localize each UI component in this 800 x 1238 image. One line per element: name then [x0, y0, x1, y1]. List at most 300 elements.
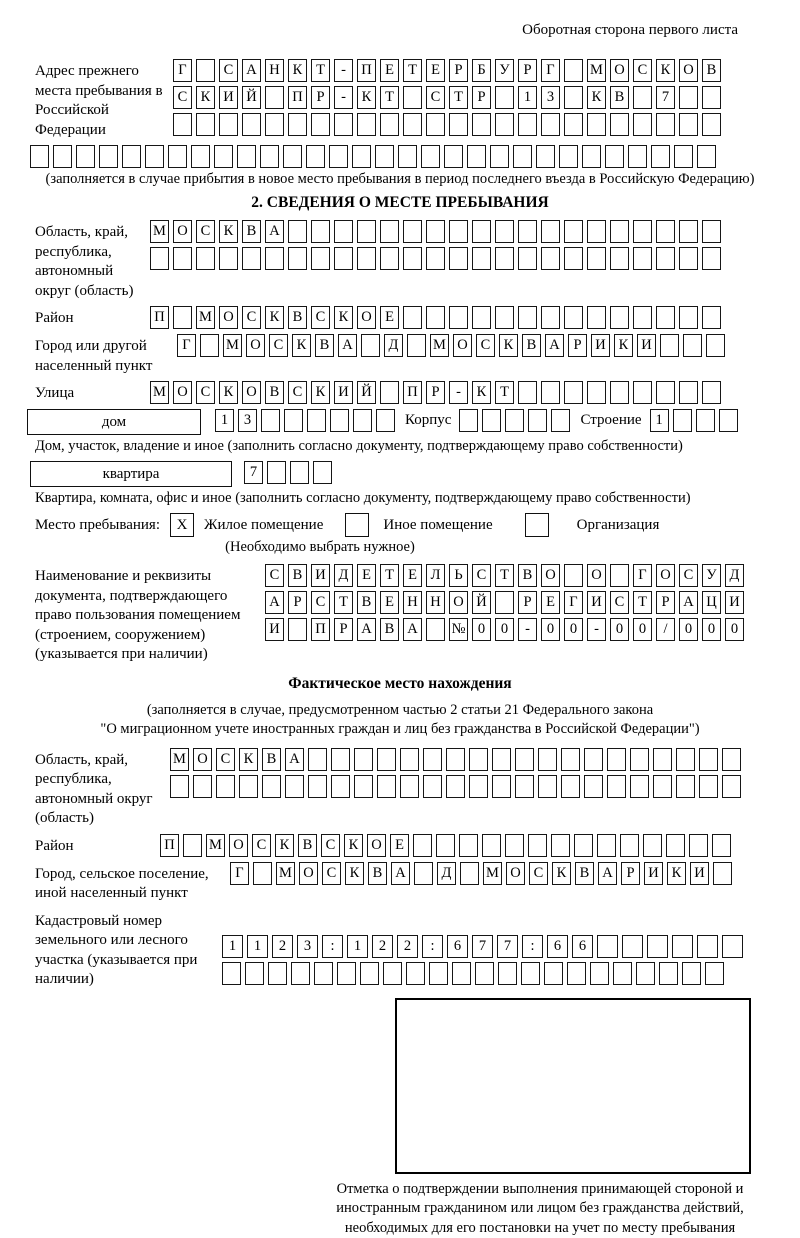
char-cell[interactable] [290, 461, 309, 484]
char-cell[interactable] [214, 145, 233, 168]
char-cell[interactable] [380, 113, 399, 136]
char-cell[interactable]: Б [472, 59, 491, 82]
char-cell[interactable]: К [265, 306, 284, 329]
char-cell[interactable]: О [453, 334, 472, 357]
char-cell[interactable]: 0 [472, 618, 491, 641]
char-cell[interactable]: В [610, 86, 629, 109]
char-cell[interactable] [538, 775, 557, 798]
char-cell[interactable] [567, 962, 586, 985]
char-cell[interactable] [414, 862, 433, 885]
char-cell[interactable] [689, 834, 708, 857]
char-cell[interactable] [587, 247, 606, 270]
char-cell[interactable] [660, 334, 679, 357]
char-cell[interactable]: Е [390, 834, 409, 857]
char-cell[interactable]: П [357, 59, 376, 82]
char-cell[interactable] [564, 59, 583, 82]
char-cell[interactable] [307, 409, 326, 432]
char-cell[interactable] [449, 220, 468, 243]
char-cell[interactable] [283, 145, 302, 168]
char-cell[interactable] [498, 962, 517, 985]
char-cell[interactable] [699, 775, 718, 798]
char-cell[interactable] [331, 748, 350, 771]
char-cell[interactable] [145, 145, 164, 168]
char-cell[interactable]: И [725, 591, 744, 614]
char-cell[interactable]: В [315, 334, 334, 357]
char-cell[interactable] [30, 145, 49, 168]
char-cell[interactable]: М [223, 334, 242, 357]
prev-address-grid-row-2[interactable] [173, 86, 721, 109]
char-cell[interactable]: В [518, 564, 537, 587]
char-cell[interactable]: О [587, 564, 606, 587]
char-cell[interactable] [582, 145, 601, 168]
char-cell[interactable] [647, 935, 668, 958]
char-cell[interactable] [674, 145, 693, 168]
char-cell[interactable] [528, 834, 547, 857]
city2-grid-row[interactable] [230, 862, 732, 885]
char-cell[interactable] [459, 409, 478, 432]
char-cell[interactable]: О [173, 381, 192, 404]
char-cell[interactable]: Е [426, 59, 445, 82]
char-cell[interactable] [482, 834, 501, 857]
char-cell[interactable] [334, 247, 353, 270]
char-cell[interactable] [122, 145, 141, 168]
char-cell[interactable]: В [368, 862, 387, 885]
char-cell[interactable] [329, 145, 348, 168]
char-cell[interactable] [610, 564, 629, 587]
char-cell[interactable]: С [321, 834, 340, 857]
char-cell[interactable] [196, 247, 215, 270]
char-cell[interactable] [722, 748, 741, 771]
char-cell[interactable] [656, 113, 675, 136]
char-cell[interactable]: : [522, 935, 543, 958]
char-cell[interactable]: У [702, 564, 721, 587]
char-cell[interactable] [400, 775, 419, 798]
char-cell[interactable] [559, 145, 578, 168]
char-cell[interactable] [633, 86, 652, 109]
char-cell[interactable] [361, 334, 380, 357]
char-cell[interactable]: Е [357, 564, 376, 587]
char-cell[interactable] [597, 834, 616, 857]
char-cell[interactable] [679, 220, 698, 243]
char-cell[interactable]: 1 [222, 935, 243, 958]
char-cell[interactable] [610, 381, 629, 404]
char-cell[interactable]: П [288, 86, 307, 109]
char-cell[interactable] [651, 145, 670, 168]
char-cell[interactable]: - [334, 86, 353, 109]
char-cell[interactable]: М [150, 220, 169, 243]
char-cell[interactable]: № [449, 618, 468, 641]
char-cell[interactable]: Ь [449, 564, 468, 587]
char-cell[interactable] [313, 461, 332, 484]
char-cell[interactable] [421, 145, 440, 168]
char-cell[interactable]: Р [621, 862, 640, 885]
char-cell[interactable]: Т [403, 59, 422, 82]
char-cell[interactable]: Е [541, 591, 560, 614]
korpus-grid[interactable] [459, 409, 570, 432]
char-cell[interactable]: И [311, 564, 330, 587]
char-cell[interactable]: О [506, 862, 525, 885]
char-cell[interactable]: А [403, 618, 422, 641]
char-cell[interactable] [242, 247, 261, 270]
char-cell[interactable]: 2 [397, 935, 418, 958]
char-cell[interactable] [699, 748, 718, 771]
char-cell[interactable]: Й [242, 86, 261, 109]
char-cell[interactable]: О [541, 564, 560, 587]
char-cell[interactable]: 7 [244, 461, 263, 484]
char-cell[interactable] [173, 247, 192, 270]
char-cell[interactable]: П [403, 381, 422, 404]
char-cell[interactable]: А [545, 334, 564, 357]
char-cell[interactable] [288, 618, 307, 641]
char-cell[interactable]: С [472, 564, 491, 587]
char-cell[interactable] [311, 113, 330, 136]
char-cell[interactable] [469, 775, 488, 798]
char-cell[interactable] [505, 409, 524, 432]
char-cell[interactable] [587, 220, 606, 243]
char-cell[interactable]: П [160, 834, 179, 857]
char-cell[interactable] [200, 334, 219, 357]
char-cell[interactable] [702, 220, 721, 243]
checkbox-residential[interactable]: X [170, 513, 194, 537]
char-cell[interactable]: А [391, 862, 410, 885]
char-cell[interactable] [656, 220, 675, 243]
char-cell[interactable] [697, 935, 718, 958]
document-grid-row-3[interactable] [265, 618, 744, 641]
char-cell[interactable] [702, 306, 721, 329]
char-cell[interactable] [518, 381, 537, 404]
char-cell[interactable] [587, 381, 606, 404]
char-cell[interactable]: И [265, 618, 284, 641]
char-cell[interactable]: Ц [702, 591, 721, 614]
char-cell[interactable]: О [357, 306, 376, 329]
char-cell[interactable]: Й [472, 591, 491, 614]
char-cell[interactable]: К [292, 334, 311, 357]
char-cell[interactable] [551, 409, 570, 432]
char-cell[interactable]: Н [265, 59, 284, 82]
char-cell[interactable] [584, 748, 603, 771]
char-cell[interactable] [191, 145, 210, 168]
char-cell[interactable] [196, 59, 215, 82]
char-cell[interactable] [284, 409, 303, 432]
char-cell[interactable] [597, 935, 618, 958]
char-cell[interactable] [679, 113, 698, 136]
char-cell[interactable]: / [656, 618, 675, 641]
char-cell[interactable] [633, 381, 652, 404]
char-cell[interactable] [541, 306, 560, 329]
char-cell[interactable]: К [357, 86, 376, 109]
char-cell[interactable] [469, 748, 488, 771]
char-cell[interactable]: У [495, 59, 514, 82]
char-cell[interactable] [331, 775, 350, 798]
char-cell[interactable] [285, 775, 304, 798]
char-cell[interactable]: К [219, 381, 238, 404]
char-cell[interactable] [383, 962, 402, 985]
char-cell[interactable]: В [288, 564, 307, 587]
char-cell[interactable] [521, 962, 540, 985]
char-cell[interactable]: Т [334, 591, 353, 614]
char-cell[interactable]: 2 [372, 935, 393, 958]
char-cell[interactable] [679, 306, 698, 329]
char-cell[interactable]: 0 [633, 618, 652, 641]
char-cell[interactable]: А [338, 334, 357, 357]
char-cell[interactable] [561, 775, 580, 798]
char-cell[interactable] [541, 113, 560, 136]
char-cell[interactable]: С [426, 86, 445, 109]
char-cell[interactable]: С [288, 381, 307, 404]
char-cell[interactable]: К [239, 748, 258, 771]
char-cell[interactable] [459, 834, 478, 857]
char-cell[interactable]: К [344, 834, 363, 857]
char-cell[interactable] [267, 461, 286, 484]
char-cell[interactable]: 0 [725, 618, 744, 641]
char-cell[interactable] [403, 220, 422, 243]
char-cell[interactable] [330, 409, 349, 432]
char-cell[interactable] [170, 775, 189, 798]
char-cell[interactable] [564, 113, 583, 136]
char-cell[interactable] [564, 247, 583, 270]
char-cell[interactable] [449, 247, 468, 270]
char-cell[interactable]: И [644, 862, 663, 885]
char-cell[interactable] [398, 145, 417, 168]
char-cell[interactable] [705, 962, 724, 985]
char-cell[interactable]: И [334, 381, 353, 404]
char-cell[interactable] [353, 409, 372, 432]
char-cell[interactable] [291, 962, 310, 985]
char-cell[interactable] [357, 113, 376, 136]
char-cell[interactable] [630, 775, 649, 798]
char-cell[interactable]: К [275, 834, 294, 857]
char-cell[interactable]: Р [656, 591, 675, 614]
char-cell[interactable] [482, 409, 501, 432]
char-cell[interactable] [403, 306, 422, 329]
char-cell[interactable]: М [430, 334, 449, 357]
char-cell[interactable]: И [690, 862, 709, 885]
char-cell[interactable]: Р [426, 381, 445, 404]
region-grid-row-1[interactable] [150, 220, 721, 243]
char-cell[interactable] [472, 247, 491, 270]
char-cell[interactable]: С [529, 862, 548, 885]
char-cell[interactable]: Г [230, 862, 249, 885]
char-cell[interactable] [561, 748, 580, 771]
char-cell[interactable] [630, 748, 649, 771]
char-cell[interactable] [518, 247, 537, 270]
char-cell[interactable] [423, 775, 442, 798]
char-cell[interactable] [196, 113, 215, 136]
char-cell[interactable] [406, 962, 425, 985]
char-cell[interactable] [449, 113, 468, 136]
char-cell[interactable] [268, 962, 287, 985]
char-cell[interactable]: Д [334, 564, 353, 587]
char-cell[interactable]: В [522, 334, 541, 357]
char-cell[interactable] [564, 220, 583, 243]
char-cell[interactable] [620, 834, 639, 857]
char-cell[interactable] [380, 220, 399, 243]
char-cell[interactable]: Е [403, 564, 422, 587]
char-cell[interactable] [495, 86, 514, 109]
char-cell[interactable] [375, 145, 394, 168]
char-cell[interactable]: К [345, 862, 364, 885]
char-cell[interactable]: В [262, 748, 281, 771]
document-grid-row-2[interactable] [265, 591, 744, 614]
char-cell[interactable] [288, 247, 307, 270]
char-cell[interactable] [288, 220, 307, 243]
char-cell[interactable] [426, 247, 445, 270]
stroenie-grid[interactable] [650, 409, 738, 432]
char-cell[interactable] [337, 962, 356, 985]
char-cell[interactable] [444, 145, 463, 168]
char-cell[interactable]: 1 [247, 935, 268, 958]
char-cell[interactable]: Л [426, 564, 445, 587]
char-cell[interactable]: М [170, 748, 189, 771]
char-cell[interactable] [633, 247, 652, 270]
char-cell[interactable] [702, 113, 721, 136]
char-cell[interactable]: К [288, 59, 307, 82]
char-cell[interactable]: А [679, 591, 698, 614]
char-cell[interactable] [551, 834, 570, 857]
char-cell[interactable]: Т [495, 564, 514, 587]
char-cell[interactable] [426, 220, 445, 243]
char-cell[interactable] [495, 113, 514, 136]
checkbox-organization[interactable] [525, 513, 549, 537]
char-cell[interactable] [216, 775, 235, 798]
char-cell[interactable]: С [196, 220, 215, 243]
char-cell[interactable]: О [449, 591, 468, 614]
char-cell[interactable]: К [219, 220, 238, 243]
char-cell[interactable]: М [206, 834, 225, 857]
char-cell[interactable] [334, 220, 353, 243]
char-cell[interactable]: К [311, 381, 330, 404]
char-cell[interactable] [377, 775, 396, 798]
char-cell[interactable]: К [667, 862, 686, 885]
char-cell[interactable]: С [216, 748, 235, 771]
char-cell[interactable]: М [276, 862, 295, 885]
char-cell[interactable]: Е [380, 59, 399, 82]
char-cell[interactable] [446, 775, 465, 798]
char-cell[interactable] [541, 220, 560, 243]
char-cell[interactable] [683, 334, 702, 357]
char-cell[interactable]: 6 [572, 935, 593, 958]
char-cell[interactable]: М [196, 306, 215, 329]
char-cell[interactable] [628, 145, 647, 168]
char-cell[interactable]: А [598, 862, 617, 885]
char-cell[interactable]: И [587, 591, 606, 614]
char-cell[interactable] [193, 775, 212, 798]
char-cell[interactable]: Т [311, 59, 330, 82]
char-cell[interactable] [173, 113, 192, 136]
char-cell[interactable]: Т [380, 86, 399, 109]
apartment-grid[interactable] [244, 461, 332, 484]
char-cell[interactable] [515, 775, 534, 798]
char-cell[interactable]: В [298, 834, 317, 857]
char-cell[interactable] [587, 113, 606, 136]
char-cell[interactable] [400, 748, 419, 771]
char-cell[interactable]: К [499, 334, 518, 357]
char-cell[interactable] [610, 306, 629, 329]
char-cell[interactable] [679, 381, 698, 404]
char-cell[interactable] [584, 775, 603, 798]
char-cell[interactable] [308, 748, 327, 771]
char-cell[interactable]: Г [177, 334, 196, 357]
char-cell[interactable] [265, 86, 284, 109]
char-cell[interactable]: : [422, 935, 443, 958]
char-cell[interactable]: К [656, 59, 675, 82]
char-cell[interactable] [352, 145, 371, 168]
char-cell[interactable] [633, 220, 652, 243]
char-cell[interactable] [679, 247, 698, 270]
char-cell[interactable]: С [242, 306, 261, 329]
char-cell[interactable] [544, 962, 563, 985]
char-cell[interactable] [518, 113, 537, 136]
char-cell[interactable] [713, 862, 732, 885]
char-cell[interactable]: Т [449, 86, 468, 109]
char-cell[interactable]: О [219, 306, 238, 329]
prev-address-grid-row-3[interactable] [173, 113, 721, 136]
char-cell[interactable]: О [299, 862, 318, 885]
char-cell[interactable]: О [246, 334, 265, 357]
char-cell[interactable]: А [357, 618, 376, 641]
char-cell[interactable]: Р [472, 86, 491, 109]
char-cell[interactable]: О [242, 381, 261, 404]
char-cell[interactable] [607, 775, 626, 798]
char-cell[interactable]: Н [426, 591, 445, 614]
char-cell[interactable]: А [265, 220, 284, 243]
char-cell[interactable] [656, 306, 675, 329]
char-cell[interactable] [682, 962, 701, 985]
char-cell[interactable] [633, 113, 652, 136]
char-cell[interactable]: С [219, 59, 238, 82]
char-cell[interactable] [53, 145, 72, 168]
house-grid[interactable] [215, 409, 395, 432]
char-cell[interactable]: М [483, 862, 502, 885]
prev-address-grid-row-1[interactable] [173, 59, 721, 82]
char-cell[interactable] [265, 113, 284, 136]
char-cell[interactable] [538, 748, 557, 771]
char-cell[interactable] [564, 86, 583, 109]
char-cell[interactable] [426, 113, 445, 136]
char-cell[interactable]: А [242, 59, 261, 82]
char-cell[interactable] [219, 247, 238, 270]
char-cell[interactable] [518, 220, 537, 243]
district-grid-row[interactable] [150, 306, 721, 329]
char-cell[interactable] [702, 86, 721, 109]
char-cell[interactable] [513, 145, 532, 168]
char-cell[interactable] [262, 775, 281, 798]
char-cell[interactable] [702, 247, 721, 270]
char-cell[interactable]: Р [334, 618, 353, 641]
char-cell[interactable] [403, 86, 422, 109]
char-cell[interactable]: С [322, 862, 341, 885]
char-cell[interactable] [460, 862, 479, 885]
char-cell[interactable]: М [587, 59, 606, 82]
char-cell[interactable]: С [265, 564, 284, 587]
char-cell[interactable]: 7 [472, 935, 493, 958]
region2-grid-row-2[interactable] [170, 775, 741, 798]
char-cell[interactable]: 7 [656, 86, 675, 109]
char-cell[interactable] [590, 962, 609, 985]
char-cell[interactable] [656, 381, 675, 404]
char-cell[interactable] [722, 935, 743, 958]
char-cell[interactable] [239, 775, 258, 798]
char-cell[interactable]: 3 [238, 409, 257, 432]
char-cell[interactable] [610, 113, 629, 136]
char-cell[interactable]: Т [380, 564, 399, 587]
char-cell[interactable] [183, 834, 202, 857]
char-cell[interactable]: С [476, 334, 495, 357]
char-cell[interactable] [334, 113, 353, 136]
char-cell[interactable]: С [679, 564, 698, 587]
city-grid-row[interactable] [177, 334, 725, 357]
char-cell[interactable] [712, 834, 731, 857]
